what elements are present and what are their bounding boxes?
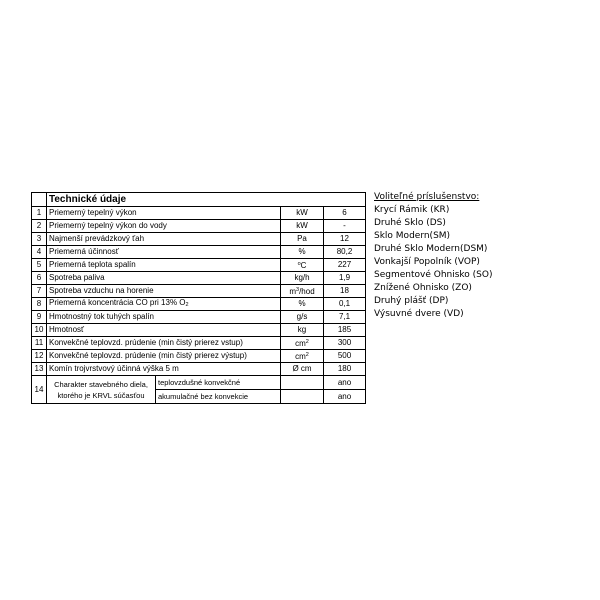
value-cell: 0,1 bbox=[324, 298, 366, 311]
technical-data-table bbox=[31, 192, 366, 404]
parameter-description: Konvekčné teplovzd. prúdenie (min čistý prierez vstup) bbox=[47, 337, 281, 350]
value-cell: 185 bbox=[324, 324, 366, 337]
accessory-item: Znížené Ohnisko (ZO) bbox=[374, 283, 472, 293]
row-number: 14 bbox=[32, 376, 47, 404]
accessory-item: Druhý plášť (DP) bbox=[374, 296, 449, 306]
parameter-description: Komín trojvrstvový účinná výška 5 m bbox=[47, 363, 281, 376]
parameter-description bbox=[47, 298, 281, 311]
accessories-title: Voliteľné príslušenstvo: bbox=[374, 192, 480, 202]
unit-sup: 3 bbox=[296, 287, 300, 293]
table-row bbox=[32, 298, 366, 311]
character-label-line1: Charakter stavebného diela, bbox=[54, 379, 148, 389]
value-cell: 6 bbox=[324, 207, 366, 220]
character-label-line2: ktorého je KRVL súčasťou bbox=[57, 390, 145, 400]
unit-cell: kg/h bbox=[281, 272, 324, 285]
row-number: 5 bbox=[32, 259, 47, 272]
character-type-2: akumulačné bez konvekcie bbox=[156, 390, 281, 404]
table-row bbox=[32, 272, 366, 285]
unit-sup: 2 bbox=[305, 352, 309, 358]
value-cell: 1,9 bbox=[324, 272, 366, 285]
unit-cell: g/s bbox=[281, 311, 324, 324]
row-number: 13 bbox=[32, 363, 47, 376]
table-row bbox=[32, 233, 366, 246]
value-cell: ano bbox=[324, 376, 366, 390]
accessories-list bbox=[374, 204, 493, 321]
unit-cell: kW bbox=[281, 220, 324, 233]
value-cell: 7,1 bbox=[324, 311, 366, 324]
accessory-item: Vonkajší Popolník (VOP) bbox=[374, 257, 480, 267]
table-body bbox=[32, 207, 366, 376]
table-row bbox=[32, 324, 366, 337]
unit-main: cm bbox=[295, 339, 306, 348]
row-number: 6 bbox=[32, 272, 47, 285]
unit-sup: o bbox=[297, 261, 301, 267]
unit-main: m bbox=[289, 287, 297, 296]
table-row bbox=[32, 207, 366, 220]
unit-cell bbox=[281, 259, 324, 272]
value-cell: - bbox=[324, 220, 366, 233]
value-cell: ano bbox=[324, 390, 366, 404]
parameter-description: Priemerná teplota spalín bbox=[47, 259, 281, 272]
unit-cell: Pa bbox=[281, 233, 324, 246]
description-main: Priemerná koncentrácia CO pri 13% O bbox=[49, 298, 186, 307]
value-cell: 12 bbox=[324, 233, 366, 246]
table-row bbox=[32, 246, 366, 259]
unit-cell bbox=[281, 376, 324, 390]
parameter-description: Spotreba paliva bbox=[47, 272, 281, 285]
parameter-description: Konvekčné teplovzd. prúdenie (min čistý prierez výstup) bbox=[47, 350, 281, 363]
parameter-description: Hmotnostný tok tuhých spalín bbox=[47, 311, 281, 324]
unit-tail: /hod bbox=[299, 287, 315, 296]
unit-cell: % bbox=[281, 246, 324, 259]
value-cell: 180 bbox=[324, 363, 366, 376]
parameter-description: Hmotnosť bbox=[47, 324, 281, 337]
value-cell: 18 bbox=[324, 285, 366, 298]
table-row bbox=[32, 350, 366, 363]
row-number: 4 bbox=[32, 246, 47, 259]
unit-cell bbox=[281, 285, 324, 298]
character-type-1: teplovzdušné konvekčné bbox=[156, 376, 281, 390]
table-row bbox=[32, 311, 366, 324]
row-number: 8 bbox=[32, 298, 47, 311]
accessory-item: Výsuvné dvere (VD) bbox=[374, 309, 464, 319]
parameter-description: Spotreba vzduchu na horenie bbox=[47, 285, 281, 298]
value-cell: 80,2 bbox=[324, 246, 366, 259]
accessory-item: Druhé Sklo (DS) bbox=[374, 218, 446, 228]
unit-main: cm bbox=[295, 352, 306, 361]
row-number: 3 bbox=[32, 233, 47, 246]
table-title: Technické údaje bbox=[47, 193, 366, 207]
unit-cell: % bbox=[281, 298, 324, 311]
unit-main: C bbox=[300, 261, 307, 270]
table-row bbox=[32, 220, 366, 233]
parameter-description: Najmenší prevádzkový ťah bbox=[47, 233, 281, 246]
table-title-row bbox=[32, 193, 366, 207]
unit-cell: kW bbox=[281, 207, 324, 220]
value-cell: 300 bbox=[324, 337, 366, 350]
unit-cell: Ø cm bbox=[281, 363, 324, 376]
parameter-description: Priemerná účinnosť bbox=[47, 246, 281, 259]
description-subscript: 2 bbox=[185, 302, 189, 308]
title-num-cell bbox=[32, 193, 47, 207]
row-number: 7 bbox=[32, 285, 47, 298]
unit-cell: kg bbox=[281, 324, 324, 337]
optional-accessories bbox=[374, 191, 493, 321]
row-number: 9 bbox=[32, 311, 47, 324]
row-number: 2 bbox=[32, 220, 47, 233]
parameter-description: Priemerný tepelný výkon do vody bbox=[47, 220, 281, 233]
row-number: 1 bbox=[32, 207, 47, 220]
table-row bbox=[32, 337, 366, 350]
value-cell: 500 bbox=[324, 350, 366, 363]
parameter-description: Priemerný tepelný výkon bbox=[47, 207, 281, 220]
accessory-item: Druhé Sklo Modern(DSM) bbox=[374, 244, 488, 254]
unit-cell bbox=[281, 350, 324, 363]
accessory-item: Segmentové Ohnisko (SO) bbox=[374, 270, 493, 280]
unit-cell bbox=[281, 390, 324, 404]
accessory-item: Krycí Rámik (KR) bbox=[374, 205, 450, 215]
table-row-14a bbox=[32, 376, 366, 390]
unit-cell bbox=[281, 337, 324, 350]
row-number: 12 bbox=[32, 350, 47, 363]
value-cell: 227 bbox=[324, 259, 366, 272]
table-row bbox=[32, 285, 366, 298]
row-number: 11 bbox=[32, 337, 47, 350]
table-row bbox=[32, 259, 366, 272]
row-number: 10 bbox=[32, 324, 47, 337]
accessory-item: Sklo Modern(SM) bbox=[374, 231, 451, 241]
character-label bbox=[47, 376, 156, 404]
table-row bbox=[32, 363, 366, 376]
unit-sup: 2 bbox=[305, 339, 309, 345]
